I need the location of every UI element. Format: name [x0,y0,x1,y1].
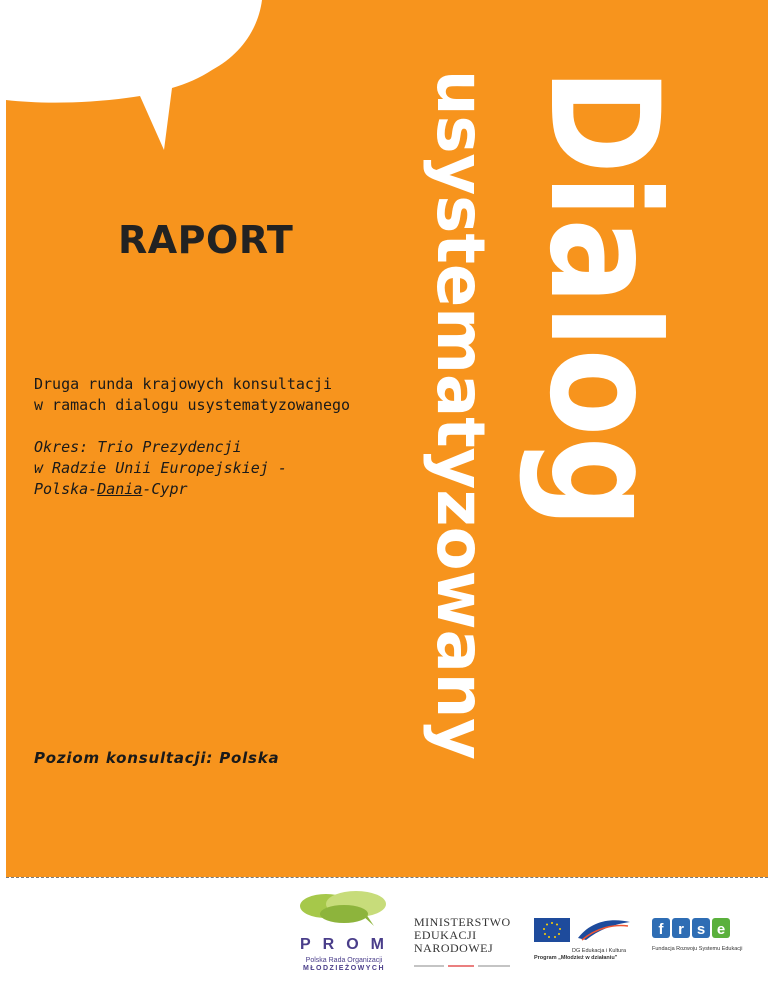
svg-text:e: e [716,921,726,938]
period-part-underlined: Dania [97,480,143,498]
frse-tiles-icon [652,918,732,940]
period-line: Okres: Trio Prezydencji [34,438,242,456]
prom-subtitle: MŁODZIEŻOWYCH [302,965,386,972]
youth-in-action-logo [534,916,634,976]
svg-text:s: s [696,921,706,938]
divider [6,877,768,878]
prom-logo [292,888,402,983]
svg-text:f: f [658,921,664,938]
frse-caption: Fundacja Rozwoju Systemu Edukacji [652,946,743,952]
brand-main-text: Dialog [516,68,690,607]
report-title: RAPORT [118,218,294,262]
eu-caption: DG Edukacja i Kultura [572,948,627,954]
men-line: MINISTERSTWO [414,915,511,929]
prom-wordmark: PROM [300,936,396,953]
svg-text:r: r [678,921,684,938]
eu-flag-icon [534,916,630,944]
subtitle-line: w ramach dialogu usystematyzowanego [34,396,351,414]
prom-bubbles-icon [292,888,402,930]
men-logo [414,916,514,976]
period-part: -Cypr [142,480,188,498]
report-period [34,437,287,500]
men-underline-icon [414,962,510,970]
period-part: Polska- [34,480,98,498]
period-line [34,479,287,500]
men-line: NARODOWEJ [414,941,494,955]
eu-caption: Program „Młodzież w działaniu" [534,955,618,961]
period-line: w Radzie Unii Europejskiej - [34,459,287,477]
frse-logo [652,918,762,978]
consultation-level: Poziom konsultacji: Polska [34,749,280,767]
prom-subtitle: Polska Rada Organizacji [305,957,383,964]
sponsor-logos [0,880,768,994]
subtitle-line: Druga runda krajowych konsultacji [34,375,333,393]
brand-secondary-text: usystematyzowany [422,70,499,783]
men-line: EDUKACJI [414,928,477,942]
report-subtitle [34,374,350,416]
